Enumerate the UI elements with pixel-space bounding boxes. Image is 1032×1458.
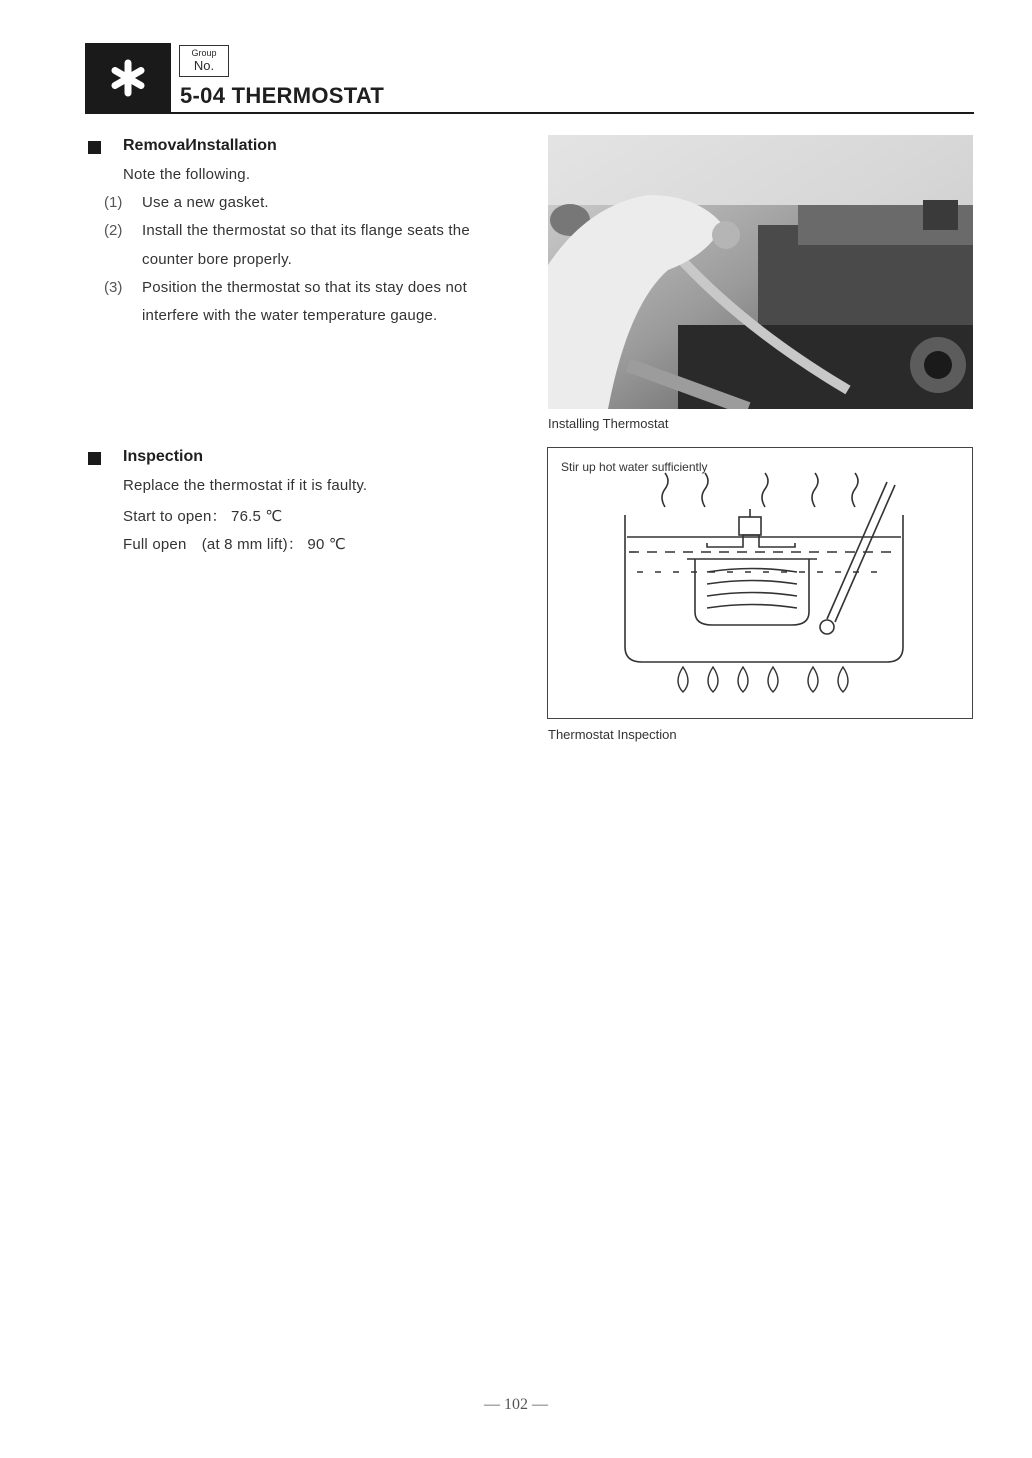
diagram-label: Stir up hot water sufficiently — [561, 460, 708, 474]
item-number: (1) — [104, 194, 123, 211]
page-number: — 102 — — [484, 1396, 548, 1413]
section-bullet — [88, 452, 101, 465]
asterisk-icon — [108, 58, 148, 98]
item-text: Use a new gasket. — [142, 194, 269, 211]
item-number: (3) — [104, 279, 123, 296]
header-divider — [85, 112, 974, 114]
item-text: Install the thermostat so that its flange seats the — [142, 222, 470, 239]
page-title: 5-04 THERMOSTAT — [180, 83, 385, 108]
section-bullet — [88, 141, 101, 154]
inspection-text: Replace the thermostat if it is faulty. — [123, 477, 368, 494]
item-number: (2) — [104, 222, 123, 239]
water-bath-illustration — [547, 447, 973, 719]
item-text: Position the thermostat so that its stay does not — [142, 279, 467, 296]
item-text: counter bore properly. — [142, 251, 293, 268]
removal-intro: Note the following. — [123, 166, 251, 183]
open-temp-spec: Start to open： 76.5 ℃ — [123, 508, 283, 525]
group-number-box — [179, 45, 229, 77]
group-logo-block — [85, 43, 171, 113]
installing-thermostat-photo — [548, 135, 973, 409]
item-text: interfere with the water temperature gauge. — [142, 307, 438, 324]
diagram-caption: Thermostat Inspection — [548, 727, 677, 742]
full-open-spec: Full open (at 8 mm lift)： 90 ℃ — [123, 536, 346, 553]
group-no-label: No. — [193, 58, 215, 73]
photo-caption: Installing Thermostat — [548, 416, 669, 431]
inspection-heading: Inspection — [123, 448, 204, 465]
removal-heading: Removal∕Installation — [123, 137, 277, 154]
group-label: Group — [191, 48, 217, 58]
